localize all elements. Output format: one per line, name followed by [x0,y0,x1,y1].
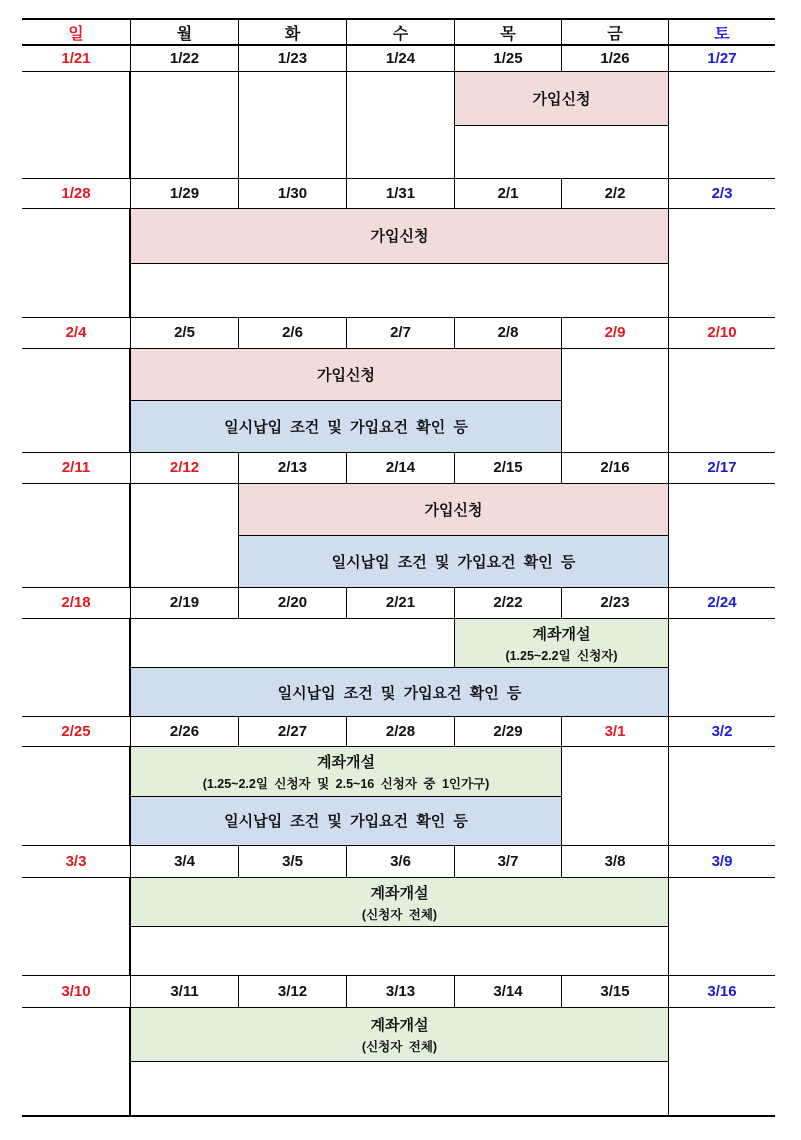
date-cell: 2/14 [346,452,454,483]
date-cell: 2/6 [238,317,346,348]
date-cell: 3/10 [61,982,91,1000]
date-cell: 1/29 [130,178,238,208]
date-cell: 3/15 [561,975,668,1007]
date-cell: 2/17 [668,452,775,483]
empty-cell [668,348,775,453]
date-cell: 1/24 [346,45,454,71]
empty-cell [130,926,669,976]
date-cell: 2/7 [346,317,454,348]
empty-cell [346,71,455,179]
empty-cell [668,1007,775,1116]
date-cell: 2/9 [561,317,668,348]
empty-cell [21,1007,130,1116]
empty-cell [668,877,775,976]
date-cell: 1/23 [238,45,346,71]
date-cell: 2/28 [346,716,454,746]
day-header-3: 수 [346,20,454,45]
event-title: 일시납입 조건 및 가입요건 확인 등 [277,684,522,702]
date-cell: 2/16 [561,452,668,483]
empty-cell [130,71,239,179]
empty-cell [668,618,775,717]
date-cell: 2/22 [454,587,561,618]
empty-cell [130,483,239,588]
date-cell: 2/19 [130,587,238,618]
empty-cell [668,71,775,179]
event-title: 일시납입 조건 및 가입요건 확인 등 [224,419,468,436]
empty-cell [130,1061,669,1116]
empty-cell [238,71,347,179]
day-header-6: 토 [668,20,775,45]
empty-cell [130,618,455,668]
date-cell: 2/18 [61,594,91,611]
date-cell: 2/25 [61,722,91,740]
day-header-4: 목 [454,20,561,45]
date-cell: 2/24 [668,587,775,618]
event-title: 계좌개설 [370,884,429,902]
header-bottom-border [22,44,775,46]
empty-cell [454,125,669,180]
event-title: 계좌개설 [370,1017,429,1034]
date-cell: 1/27 [668,45,775,71]
table-top-border [22,18,775,20]
row-divider [22,178,775,179]
event-signup [130,208,669,264]
event-title: 일시납입 조건 및 가입요건 확인 등 [224,813,468,831]
date-cell: 1/21 [61,49,91,67]
date-cell: 2/5 [130,317,238,348]
date-cell: 1/28 [61,184,91,202]
date-cell: 3/5 [238,845,346,877]
event-account [130,746,562,797]
empty-cell [130,263,669,319]
date-cell: 3/4 [130,845,238,877]
date-cell: 1/22 [130,45,238,71]
date-cell: 2/23 [561,587,668,618]
date-cell: 2/11 [61,459,91,476]
date-cell: 3/8 [561,845,668,877]
date-cell: 3/7 [454,845,561,877]
event-title: 계좌개설 [317,753,375,771]
empty-cell [21,71,130,179]
empty-cell [668,208,775,318]
event-title: 가입신청 [424,502,483,519]
date-cell: 2/2 [561,178,668,208]
empty-cell [21,483,130,588]
empty-cell [21,877,130,976]
row-divider [22,317,775,318]
date-cell: 3/6 [346,845,454,877]
event-check [238,535,669,588]
event-signup [130,348,562,401]
event-title: 가입신청 [532,90,591,108]
date-cell: 2/26 [130,716,238,746]
date-cell: 3/16 [668,975,775,1007]
date-cell: 3/1 [561,716,668,746]
date-cell: 1/31 [346,178,454,208]
day-header-0: 일 [68,26,84,43]
table-bottom-border [22,1115,775,1117]
event-subtitle: (1.25~2.2일 신청자) [505,648,618,663]
date-cell: 2/8 [454,317,561,348]
date-cell: 2/12 [130,452,238,483]
empty-cell [561,348,669,453]
event-title: 가입신청 [370,228,429,246]
row-divider [22,716,775,717]
date-cell: 3/11 [130,975,238,1007]
date-cell: 3/13 [346,975,454,1007]
date-cell: 3/12 [238,975,346,1007]
empty-cell [21,746,130,846]
day-header-1: 월 [130,20,238,45]
empty-cell [668,483,775,588]
date-cell: 3/9 [668,845,775,877]
empty-cell [561,746,669,846]
empty-cell [668,746,775,846]
date-cell: 2/13 [238,452,346,483]
event-subtitle: (신청자 전체) [361,1040,438,1054]
event-title: 일시납입 조건 및 가입요건 확인 등 [331,554,576,571]
date-cell: 2/27 [238,716,346,746]
event-account [130,1007,669,1062]
date-cell: 3/14 [454,975,561,1007]
date-cell: 2/4 [65,324,87,341]
event-signup [454,71,669,126]
date-cell: 2/15 [454,452,561,483]
event-check [130,400,562,453]
date-cell: 2/20 [238,587,346,618]
date-cell: 3/3 [65,852,87,870]
row-divider [22,452,775,453]
date-cell: 2/21 [346,587,454,618]
empty-cell [21,208,130,318]
date-cell: 1/26 [561,45,668,71]
date-cell: 2/3 [668,178,775,208]
event-signup [238,483,669,536]
event-account [130,877,669,927]
date-cell: 1/30 [238,178,346,208]
date-cell: 2/10 [668,317,775,348]
event-account [454,618,669,668]
empty-cell [21,618,130,717]
event-subtitle: (1.25~2.2일 신청자 및 2.5~16 신청자 중 1인가구) [202,776,490,791]
event-subtitle: (신청자 전체) [361,907,438,922]
day-header-2: 화 [238,20,346,45]
date-cell: 1/25 [454,45,561,71]
row-divider [22,975,775,976]
row-divider [22,587,775,588]
date-cell: 2/29 [454,716,561,746]
row-divider [22,845,775,846]
event-check [130,796,562,847]
event-title: 가입신청 [317,367,375,384]
event-title: 계좌개설 [532,625,591,643]
date-cell: 2/1 [454,178,561,208]
event-check [130,667,669,717]
date-cell: 3/2 [668,716,775,746]
empty-cell [21,348,130,453]
day-header-5: 금 [561,20,668,45]
